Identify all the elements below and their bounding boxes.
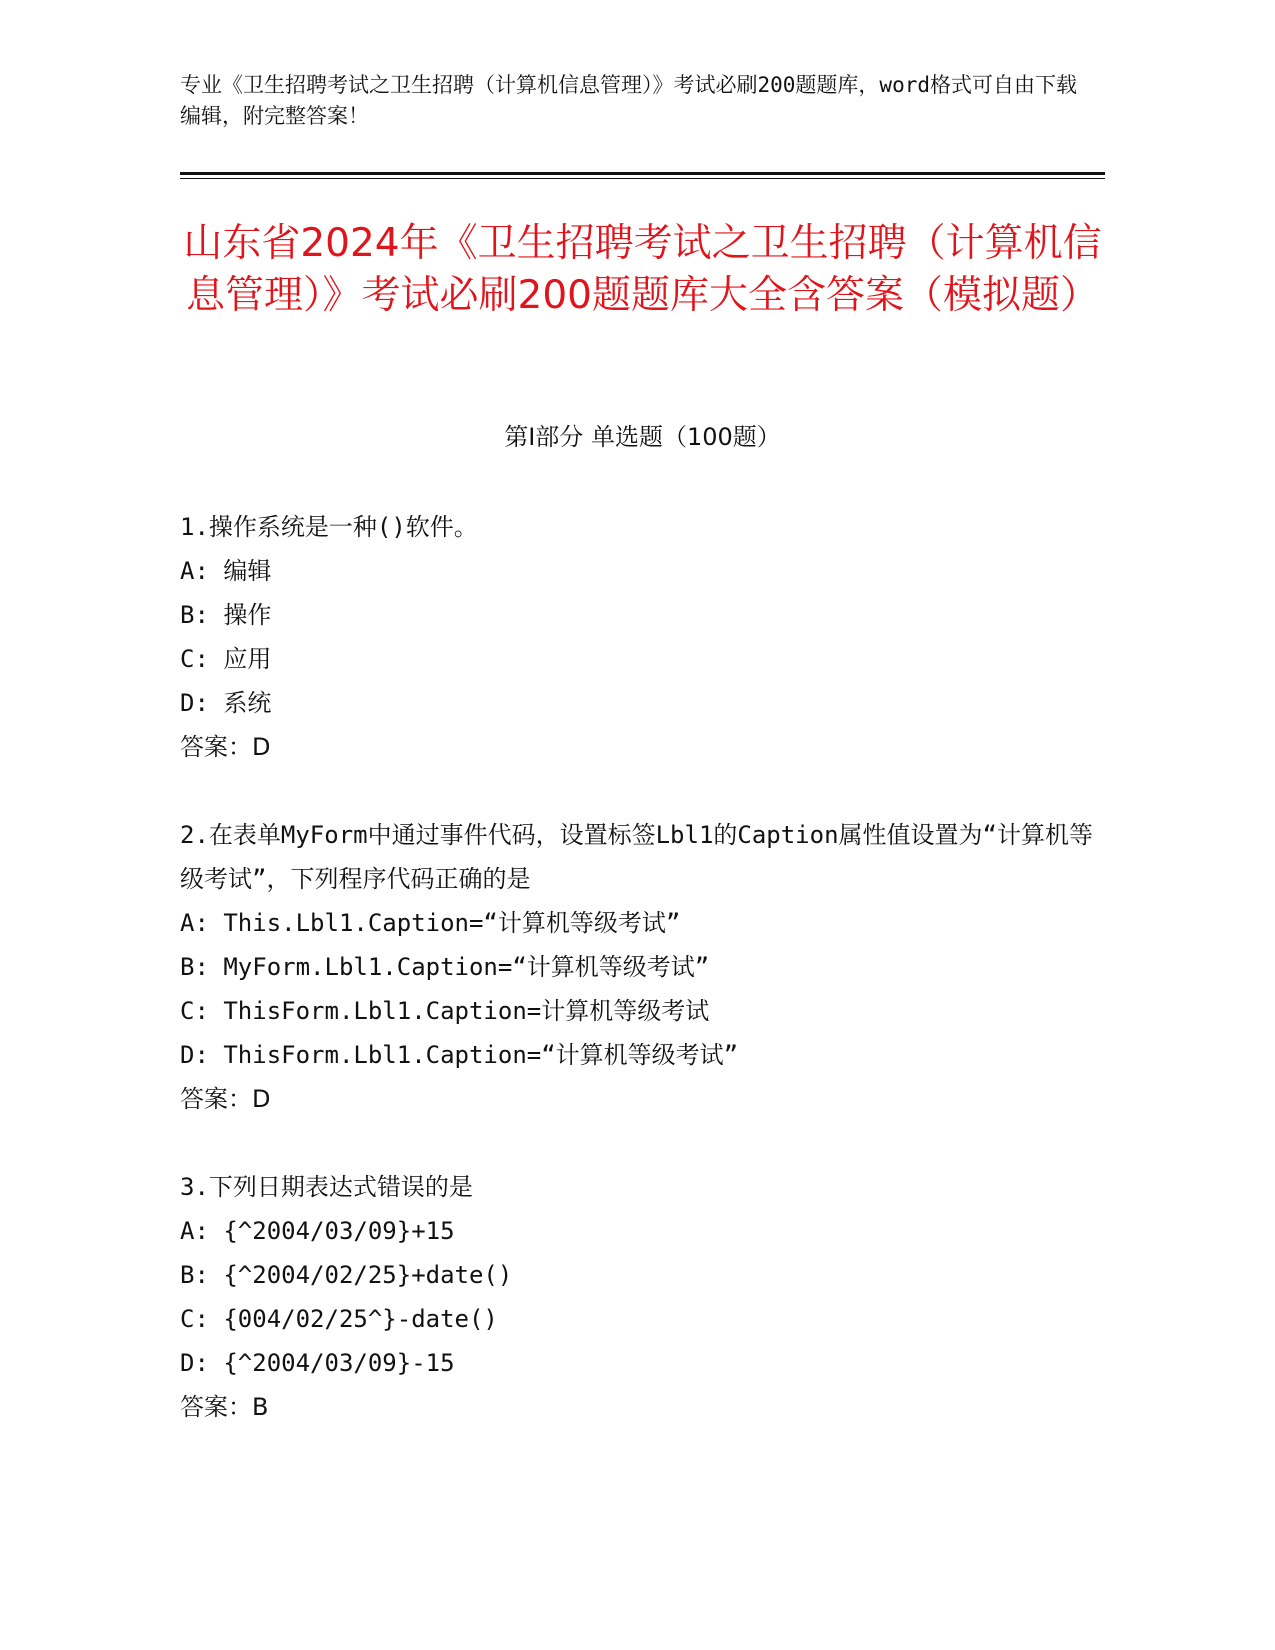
option-a: A: This.Lbl1.Caption=“计算机等级考试”: [180, 909, 681, 937]
header-rule-thick: [180, 172, 1105, 175]
answer: 答案：D: [180, 733, 271, 761]
question-1: [180, 505, 1105, 769]
option-c: C: ThisForm.Lbl1.Caption=计算机等级考试: [180, 997, 710, 1025]
option-d: D: ThisForm.Lbl1.Caption=“计算机等级考试”: [180, 1041, 739, 1069]
answer: 答案：B: [180, 1393, 269, 1421]
question-text: 2.在表单MyForm中通过事件代码，设置标签Lbl1的Caption属性值设置为“计算机等级考试”，下列程序代码正确的是: [180, 821, 1093, 893]
option-a: A: {^2004/03/09}+15: [180, 1217, 455, 1245]
option-d: D: {^2004/03/09}-15: [180, 1349, 455, 1377]
question-text: 1.操作系统是一种()软件。: [180, 513, 478, 541]
question-2: [180, 813, 1105, 1121]
question-3: [180, 1165, 1105, 1429]
option-d: D: 系统: [180, 689, 272, 717]
header-note: 专业《卫生招聘考试之卫生招聘（计算机信息管理）》考试必刷200题题库，word格式可自由下载编辑，附完整答案！: [180, 73, 1077, 128]
document-title: 山东省2024年《卫生招聘考试之卫生招聘（计算机信息管理）》考试必刷200题题库大全含答案（模拟题）: [183, 221, 1102, 318]
option-a: A: 编辑: [180, 557, 272, 585]
question-text: 3.下列日期表达式错误的是: [180, 1173, 473, 1201]
header-rule-thin: [180, 178, 1105, 179]
option-b: B: {^2004/02/25}+date(): [180, 1261, 513, 1289]
section-title: 第I部分 单选题（100题）: [504, 423, 781, 451]
question-list: [180, 505, 1105, 1473]
option-c: C: {004/02/25^}-date(): [180, 1305, 498, 1333]
option-b: B: MyForm.Lbl1.Caption=“计算机等级考试”: [180, 953, 710, 981]
option-c: C: 应用: [180, 645, 272, 673]
answer: 答案：D: [180, 1085, 271, 1113]
option-b: B: 操作: [180, 601, 272, 629]
